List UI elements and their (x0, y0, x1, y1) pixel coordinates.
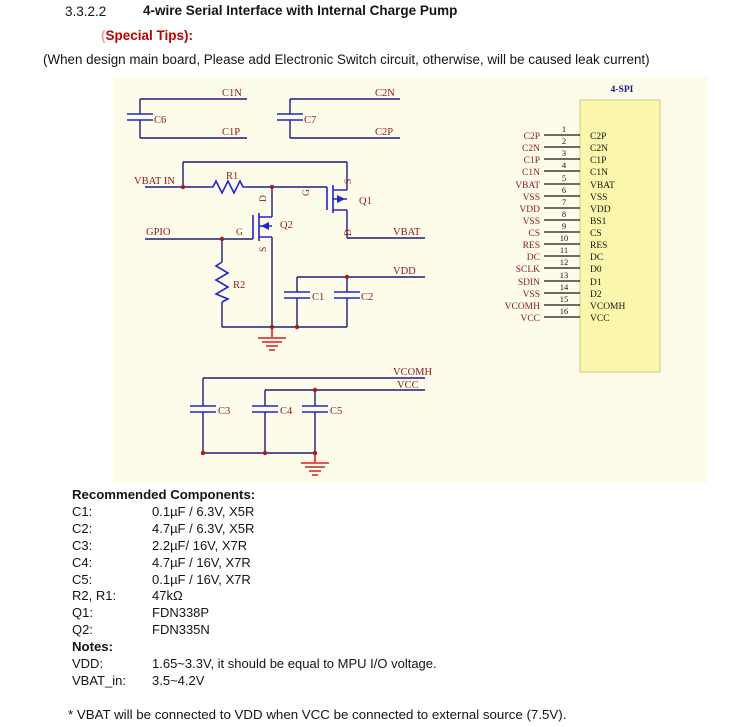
mosfet-q2 (222, 187, 293, 327)
part-label-c4: C4 (280, 406, 293, 417)
resistor-r1 (209, 181, 247, 193)
pin-number: 10 (559, 233, 569, 243)
resistor-r2 (216, 262, 228, 302)
switch-circuit (134, 162, 425, 350)
pin-number: 16 (559, 306, 569, 316)
components-heading: Recommended Components: (72, 487, 256, 502)
pin-left-label: VCC (520, 314, 540, 324)
pin-number: 8 (561, 209, 567, 219)
pin-right-label: D2 (590, 290, 602, 300)
pin-number: 14 (559, 282, 569, 292)
pin-left-label: DC (526, 253, 540, 263)
q1-gate-label: G (302, 189, 312, 196)
charge-pump-cap-c6 (127, 88, 247, 138)
pin-left-label: RES (522, 241, 540, 251)
component-value: 4.7µF / 16V, X7R (152, 554, 251, 570)
net-label-c2n: C2N (375, 88, 395, 99)
part-label-r2: R2 (233, 280, 246, 291)
component-label: C5: (72, 571, 93, 587)
pin-number: 7 (561, 197, 567, 207)
pin-right-label: RES (590, 241, 608, 251)
pin-left-label: VCOMH (504, 302, 540, 312)
special-tips-paren: ( (101, 28, 106, 43)
net-label-c1p: C1P (222, 127, 241, 138)
pin-left-label: CS (528, 229, 540, 239)
q2-gate-label: G (236, 228, 243, 238)
pin-right-label: BS1 (590, 217, 607, 227)
component-label: C3: (72, 537, 93, 553)
component-value: 2.2µF/ 16V, X7R (152, 537, 248, 553)
pin-right-label: D0 (590, 265, 602, 275)
component-value: 0.1µF / 6.3V, X5R (152, 503, 255, 519)
net-label-vdd: VDD (393, 266, 416, 277)
pin-left-label: SDIN (517, 278, 540, 288)
component-row (72, 605, 437, 622)
note-label: VDD: (72, 656, 104, 672)
pin-right-label: VSS (590, 193, 608, 203)
pin-left-label: SCLK (515, 265, 540, 275)
spi-connector (505, 85, 660, 372)
part-label-q2: Q2 (280, 220, 293, 231)
note-label: VBAT_in: (72, 672, 126, 688)
pin-right-label: DC (590, 253, 604, 263)
pin-right-label: VCC (590, 314, 610, 324)
schematic-canvas (113, 76, 707, 483)
pin-number: 13 (559, 270, 569, 280)
component-value: 4.7µF / 6.3V, X5R (152, 520, 255, 536)
pin-number: 2 (561, 136, 567, 146)
pin-left-label: VSS (522, 217, 540, 227)
component-label: Q2: (72, 622, 93, 638)
recommended-components (72, 487, 437, 690)
ground-symbol (258, 327, 286, 350)
vcomh-vcc-circuit (190, 367, 433, 475)
pin-left-label: VBAT (515, 181, 540, 191)
pin-number: 9 (561, 221, 567, 231)
part-label-c6: C6 (154, 115, 167, 126)
charge-pump-cap-c7 (277, 88, 400, 138)
page-title: 4-wire Serial Interface with Internal Charge Pump (143, 3, 458, 18)
part-label-c7: C7 (304, 115, 317, 126)
part-label-c2: C2 (361, 292, 374, 303)
pin-left-label: C2N (522, 144, 540, 154)
component-value: FDN335N (152, 622, 210, 638)
component-value: 0.1µF / 16V, X7R (152, 571, 251, 587)
pin-number: 3 (561, 148, 567, 158)
pin-left-label: C1P (523, 156, 540, 166)
pin-right-label: D1 (590, 278, 602, 288)
pin-right-label: CS (590, 229, 602, 239)
pin-right-label: C2N (590, 144, 608, 154)
pin-left-label: VDD (519, 205, 540, 215)
component-label: C2: (72, 520, 93, 536)
pin-right-label: C1P (590, 156, 607, 166)
net-label-vbat-in: VBAT IN (134, 176, 175, 187)
net-label-vcc: VCC (397, 380, 419, 391)
net-label-vcomh: VCOMH (393, 367, 433, 378)
notes-heading: Notes: (72, 639, 114, 655)
component-value: 47kΩ (152, 588, 183, 604)
component-row (72, 572, 437, 589)
component-row (72, 504, 437, 521)
net-label-c1n: C1N (222, 88, 242, 99)
net-label-vbat: VBAT (393, 227, 421, 238)
pin-right-label: VBAT (590, 181, 615, 191)
pin-number: 1 (561, 124, 567, 134)
component-row (72, 555, 437, 572)
pin-right-label: C2P (590, 132, 607, 142)
pin-left-label: C2P (523, 132, 540, 142)
component-row (72, 521, 437, 538)
special-tips-text: Special Tips): (105, 28, 194, 43)
pin-number: 15 (559, 294, 569, 304)
note-value: 1.65~3.3V, it should be equal to MPU I/O voltage. (152, 656, 437, 672)
component-label: C1: (72, 503, 93, 519)
q1-source-label: S (344, 178, 354, 184)
pin-right-label: VCOMH (590, 302, 626, 312)
component-label: C4: (72, 554, 93, 570)
component-value: FDN338P (152, 605, 210, 621)
net-label-c2p: C2P (375, 127, 394, 138)
pin-number: 4 (561, 160, 567, 170)
component-label: R2, R1: (72, 588, 117, 604)
note-value: 3.5~4.2V (152, 672, 205, 688)
part-label-c1: C1 (312, 292, 325, 303)
net-label-gpio: GPIO (146, 227, 171, 238)
pin-left-label: VSS (522, 193, 540, 203)
pin-right-label: C1N (590, 168, 608, 178)
q2-drain-label: D (259, 195, 269, 202)
pin-left-label: VSS (522, 290, 540, 300)
component-row (72, 622, 437, 639)
mosfet-q1 (302, 162, 372, 238)
section-number: 3.3.2.2 (65, 4, 107, 19)
note-row (72, 656, 437, 673)
pin-right-label: VDD (590, 205, 611, 215)
schematic-drawing (113, 76, 707, 483)
part-label-c5: C5 (330, 406, 343, 417)
note-row (72, 673, 437, 690)
pin-number: 11 (559, 245, 569, 255)
pin-number: 5 (561, 173, 567, 183)
ground-symbol-2 (301, 453, 329, 475)
component-label: Q1: (72, 605, 93, 621)
special-tips-label (101, 28, 193, 43)
warning-note: (When design main board, Please add Electronic Switch circuit, otherwise, will be caused leak current) (43, 52, 650, 67)
pin-number: 12 (559, 257, 569, 267)
q1-drain-label: D (344, 229, 354, 236)
connector-title: 4-SPI (610, 85, 634, 95)
part-label-r1: R1 (226, 171, 239, 182)
pin-number: 6 (561, 185, 567, 195)
component-row (72, 538, 437, 555)
pin-left-label: C1N (522, 168, 540, 178)
part-label-c3: C3 (218, 406, 231, 417)
component-row (72, 588, 437, 605)
footnote: * VBAT will be connected to VDD when VCC be connected to external source (7.5V). (68, 707, 567, 722)
part-label-q1: Q1 (359, 196, 372, 207)
q2-source-label: S (259, 246, 269, 252)
